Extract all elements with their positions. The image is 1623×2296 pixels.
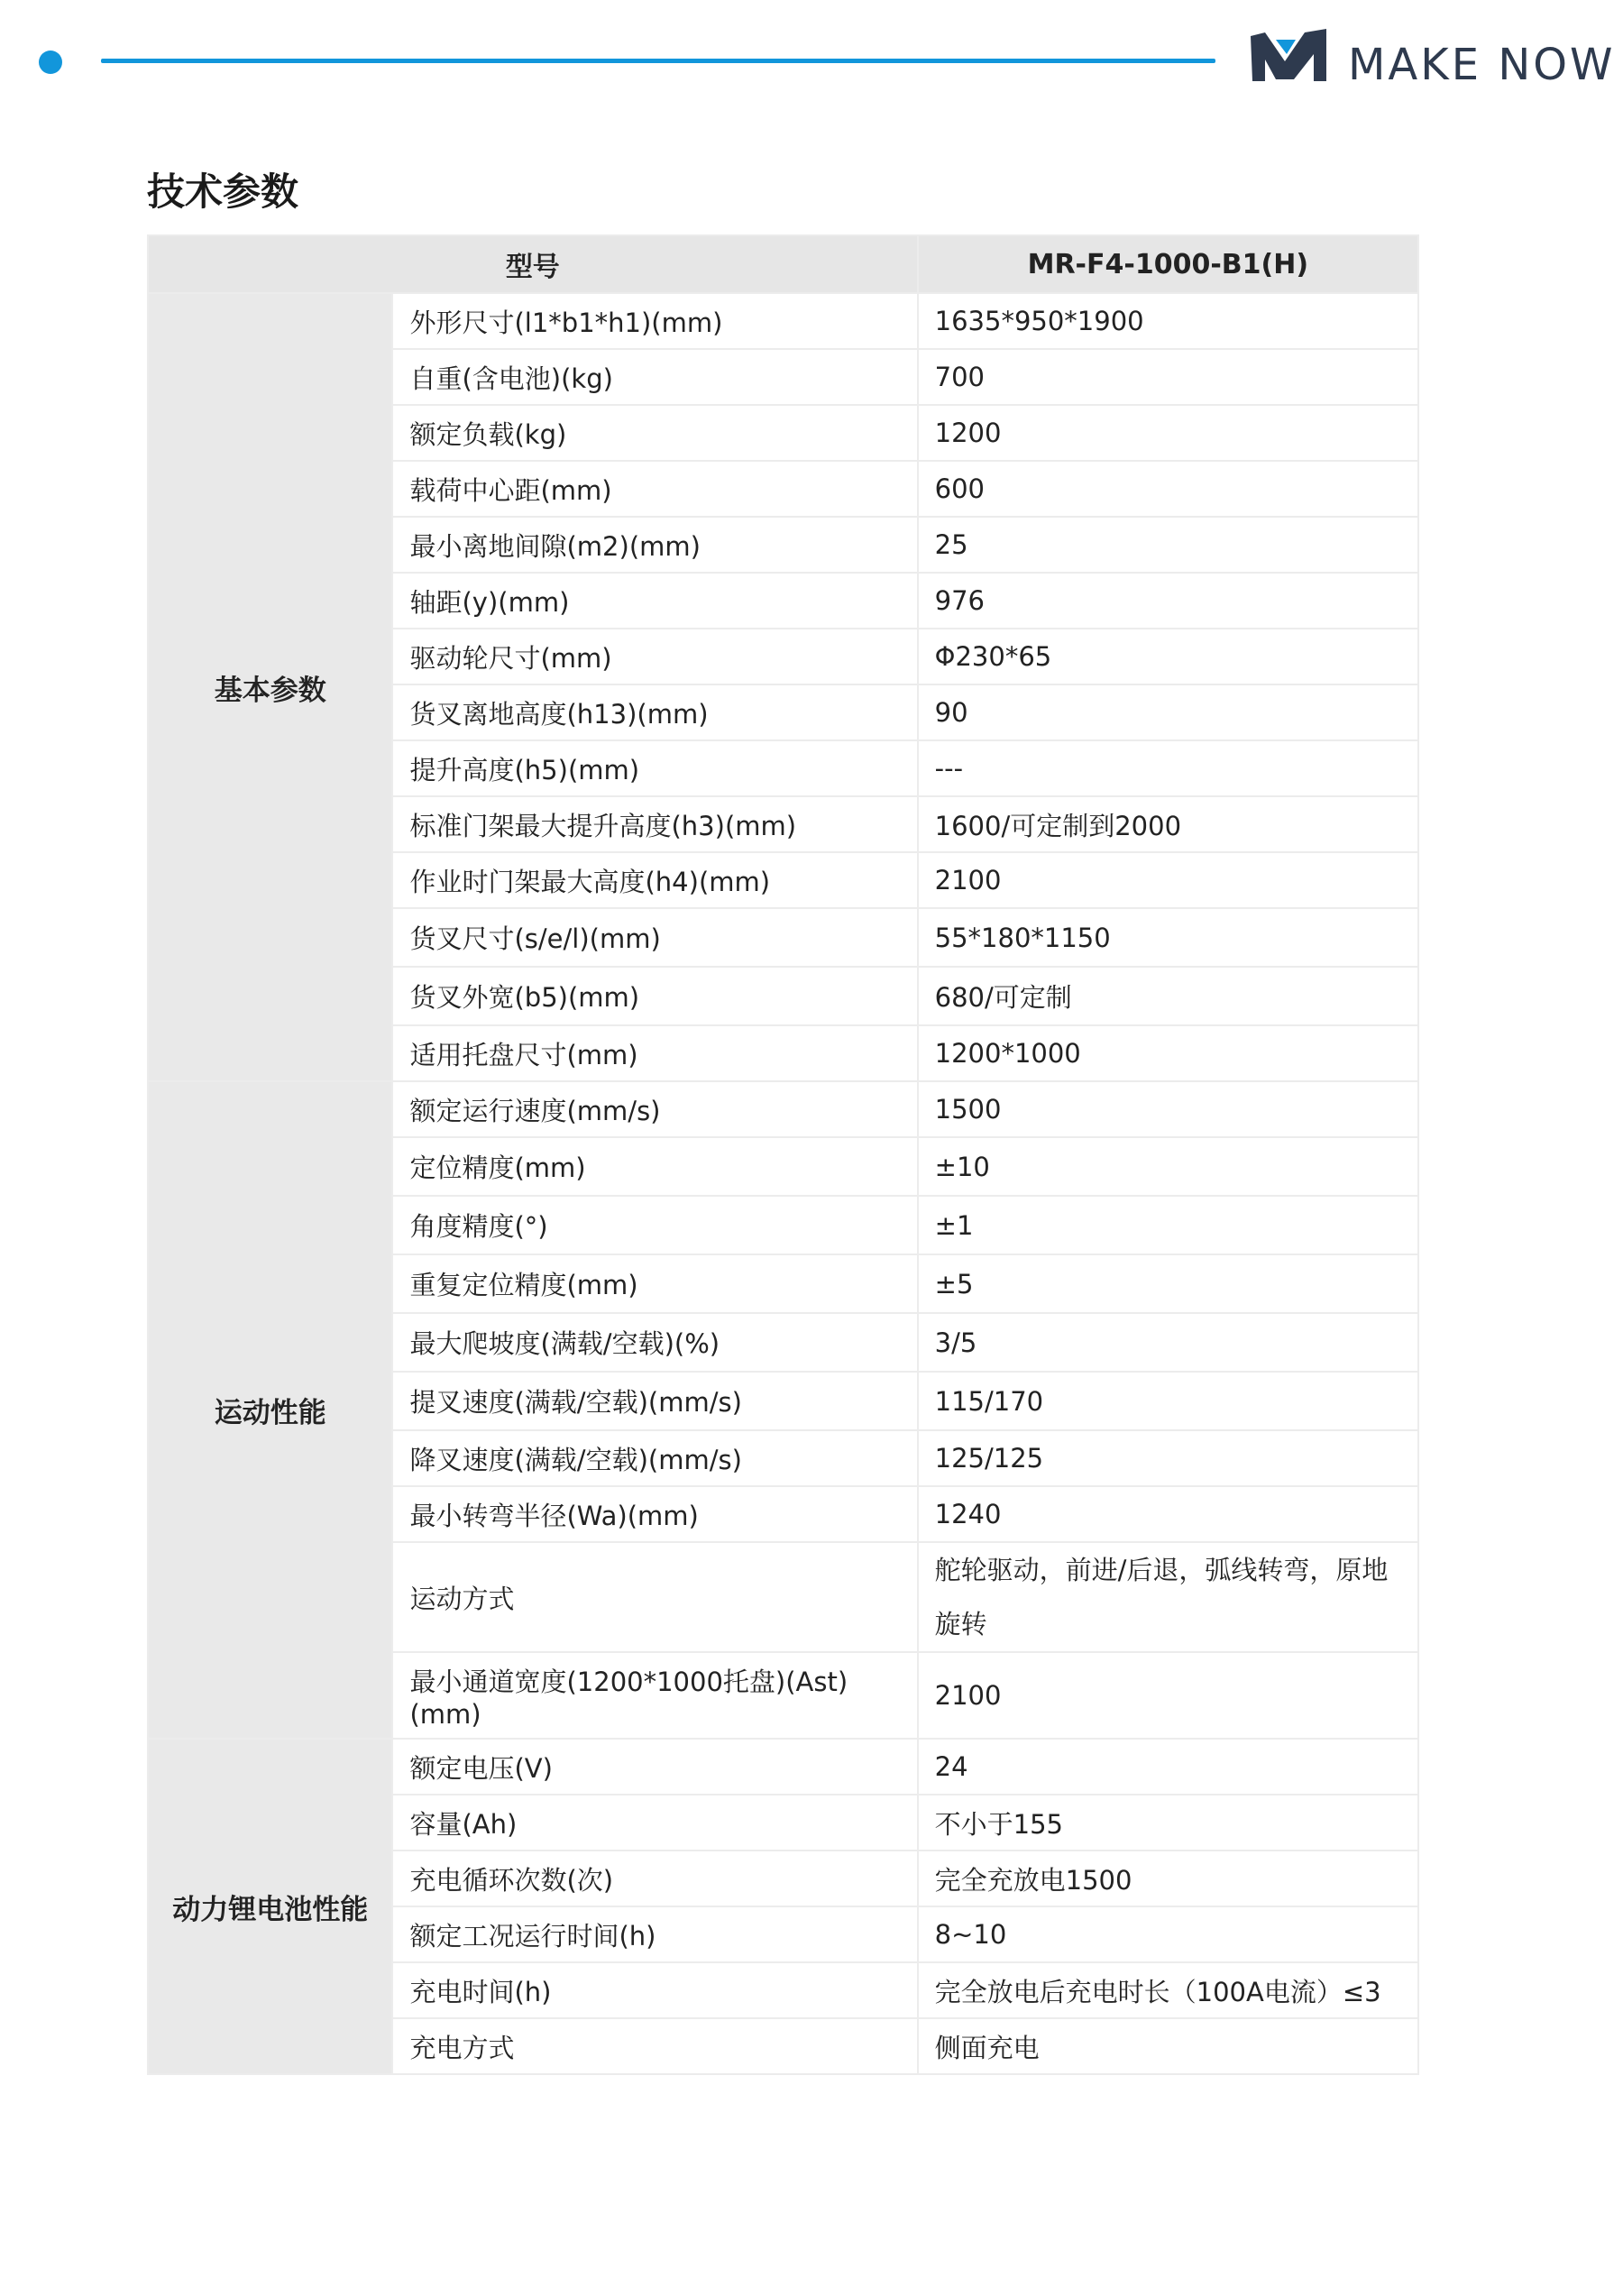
param-label: 外形尺寸(l1*b1*h1)(mm): [392, 293, 917, 349]
param-label: 容量(Ah): [392, 1795, 917, 1851]
param-label: 自重(含电池)(kg): [392, 349, 917, 405]
param-value: 115/170: [918, 1372, 1418, 1430]
param-value: ---: [918, 740, 1418, 796]
param-value: 680/可定制: [918, 967, 1418, 1025]
param-label: 驱动轮尺寸(mm): [392, 629, 917, 684]
table-row: [148, 1739, 1418, 1795]
param-label: 充电循环次数(次): [392, 1851, 917, 1906]
param-label: 标准门架最大提升高度(h3)(mm): [392, 796, 917, 852]
param-value: ±10: [918, 1137, 1418, 1196]
param-label: 运动方式: [392, 1542, 917, 1652]
param-label: 充电时间(h): [392, 1962, 917, 2018]
param-value: 90: [918, 684, 1418, 740]
param-value: 8~10: [918, 1906, 1418, 1962]
param-value: 976: [918, 573, 1418, 629]
param-label: 最小转弯半径(Wa)(mm): [392, 1486, 917, 1542]
model-value: MR-F4-1000-B1(H): [918, 235, 1418, 293]
param-value: 2100: [918, 1652, 1418, 1739]
param-label: 降叉速度(满载/空载)(mm/s): [392, 1430, 917, 1486]
spec-table: [147, 234, 1419, 2075]
param-label: 重复定位精度(mm): [392, 1254, 917, 1313]
param-label: 额定负载(kg): [392, 405, 917, 461]
param-label: 适用托盘尺寸(mm): [392, 1025, 917, 1081]
param-value: 700: [918, 349, 1418, 405]
param-label: 载荷中心距(mm): [392, 461, 917, 517]
param-label: 充电方式: [392, 2018, 917, 2074]
param-label: 最小通道宽度(1200*1000托盘)(Ast)(mm): [392, 1652, 917, 1739]
group-basic-params: 基本参数: [148, 293, 392, 1081]
param-label: 轴距(y)(mm): [392, 573, 917, 629]
table-row: [148, 293, 1418, 349]
param-value: 完全充放电1500: [918, 1851, 1418, 1906]
param-value: 2100: [918, 852, 1418, 908]
param-label: 额定电压(V): [392, 1739, 917, 1795]
param-label: 角度精度(°): [392, 1196, 917, 1254]
param-value: 1200*1000: [918, 1025, 1418, 1081]
param-value: 3/5: [918, 1313, 1418, 1372]
param-value: 1600/可定制到2000: [918, 796, 1418, 852]
m-logo-icon: [1249, 27, 1339, 90]
param-value: 600: [918, 461, 1418, 517]
group-motion-performance: 运动性能: [148, 1081, 392, 1739]
table-header-row: [148, 235, 1418, 293]
param-label: 额定运行速度(mm/s): [392, 1081, 917, 1137]
param-value: 1240: [918, 1486, 1418, 1542]
param-value: 1500: [918, 1081, 1418, 1137]
group-battery-performance: 动力锂电池性能: [148, 1739, 392, 2074]
param-label: 货叉尺寸(s/e/l)(mm): [392, 908, 917, 967]
param-value: Φ230*65: [918, 629, 1418, 684]
brand-logo: [1249, 27, 1616, 90]
header-rule: [101, 59, 1215, 63]
page-title: 技术参数: [147, 170, 299, 214]
param-label: 货叉离地高度(h13)(mm): [392, 684, 917, 740]
param-value: 不小于155: [918, 1795, 1418, 1851]
param-label: 最小离地间隙(m2)(mm): [392, 517, 917, 573]
param-value: 125/125: [918, 1430, 1418, 1486]
param-label: 定位精度(mm): [392, 1137, 917, 1196]
param-label: 额定工况运行时间(h): [392, 1906, 917, 1962]
param-value: 完全放电后充电时长（100A电流）≤3: [918, 1962, 1418, 2018]
param-value: ±5: [918, 1254, 1418, 1313]
param-value: 1635*950*1900: [918, 293, 1418, 349]
param-value: ±1: [918, 1196, 1418, 1254]
param-label: 提升高度(h5)(mm): [392, 740, 917, 796]
param-value: 55*180*1150: [918, 908, 1418, 967]
param-label: 最大爬坡度(满载/空载)(%): [392, 1313, 917, 1372]
param-value: 1200: [918, 405, 1418, 461]
param-value: 25: [918, 517, 1418, 573]
param-value: 侧面充电: [918, 2018, 1418, 2074]
param-label: 货叉外宽(b5)(mm): [392, 967, 917, 1025]
brand-name: MAKE NOW: [1348, 40, 1616, 90]
param-label: 作业时门架最大高度(h4)(mm): [392, 852, 917, 908]
param-label: 提叉速度(满载/空载)(mm/s): [392, 1372, 917, 1430]
table-row: [148, 1081, 1418, 1137]
header-dot: [39, 51, 62, 74]
param-value: 舵轮驱动，前进/后退，弧线转弯，原地旋转: [918, 1542, 1418, 1652]
param-value: 24: [918, 1739, 1418, 1795]
model-header: 型号: [148, 235, 918, 293]
